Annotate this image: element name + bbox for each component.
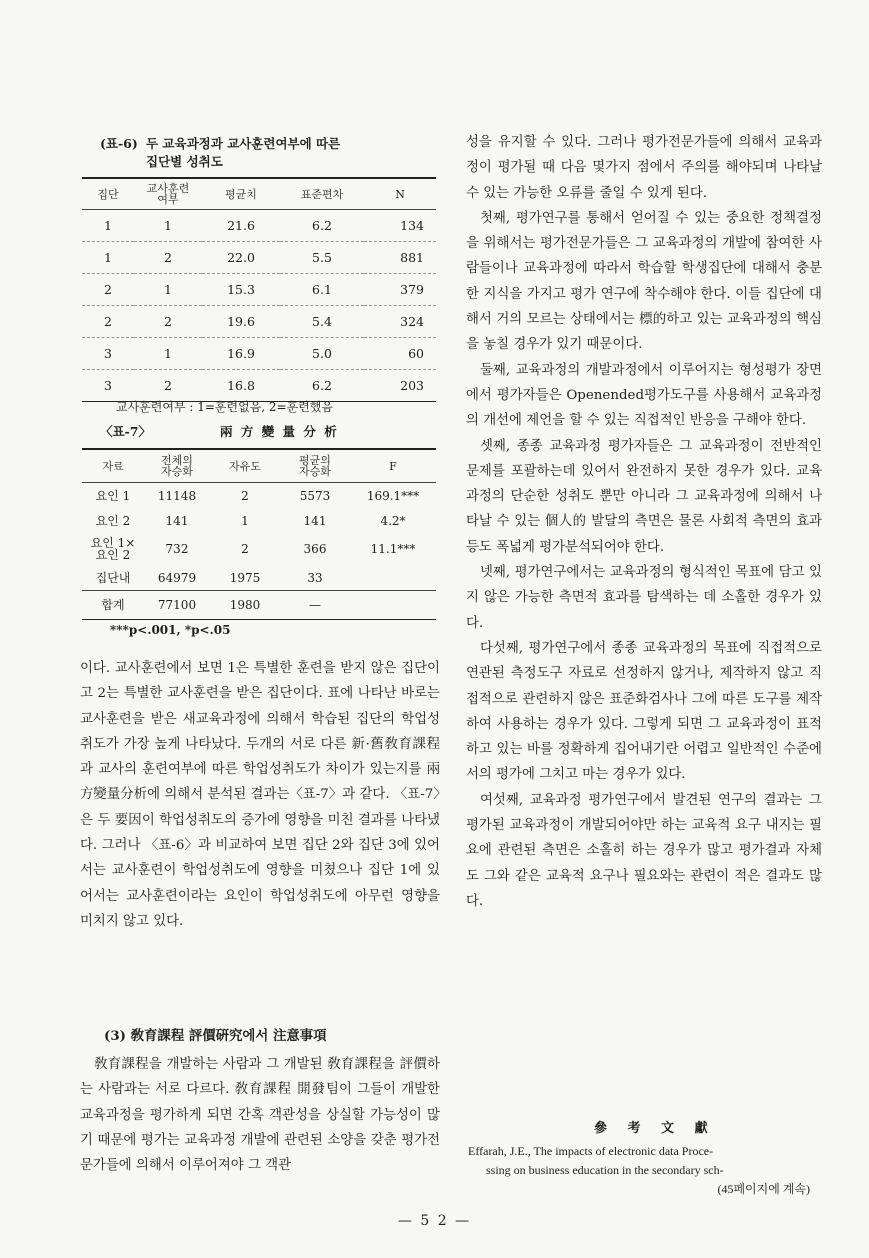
table-cell: 881 — [364, 242, 436, 274]
table-cell: 1975 — [229, 570, 261, 585]
table6-header: 교사훈련 여부 — [134, 178, 202, 210]
table-cell: 2 — [241, 542, 249, 556]
table-cell: 169.1*** — [366, 488, 420, 503]
table-cell: 19.6 — [202, 306, 280, 338]
table-cell: 1 — [134, 338, 202, 370]
table-cell: 5.0 — [280, 338, 364, 370]
table-cell: 22.0 — [202, 242, 280, 274]
paragraph: 첫째, 평가연구를 통해서 얻어질 수 있는 중요한 정책결정을 위해서는 평가전문가들은 그 교육과정의 개발에 참여한 사람들이나 교육과정에 따라서 학습할 학생집단에 대해서 충분한 지식을 가지고 평가 연구에 착수해야 한다. 이들 집단에 대해서 거의 모르는 상태에서는 標的하고 있는 교육과정의 핵심을 놓칠 경우가 있기 때문이다. — [466, 210, 822, 353]
table-cell: 1980 — [210, 591, 280, 620]
table7-header: 자유도 — [210, 449, 280, 483]
table-row — [82, 242, 436, 274]
table-cell: 요인 1× 요인 2 — [90, 536, 136, 562]
table7-caption — [100, 423, 440, 441]
table-cell — [350, 565, 436, 591]
table-row-total — [82, 591, 436, 620]
table-cell: 1 — [82, 210, 134, 242]
table6-note: 교사훈련여부 : 1=훈련없음, 2=훈련했음 — [116, 400, 333, 414]
table-cell: 134 — [364, 210, 436, 242]
reference-line: ssing on business education in the secondary sch- — [486, 1163, 724, 1177]
table-cell: 3 — [82, 338, 134, 370]
table-row — [82, 533, 436, 565]
references-title: 參 考 文 獻 — [594, 1121, 716, 1136]
reference-continued: (45페이지에 계속) — [717, 1182, 810, 1196]
table-cell: 21.6 — [202, 210, 280, 242]
table-cell: 3 — [104, 378, 112, 393]
table6-header: 표준편차 — [280, 178, 364, 210]
table-cell: 77100 — [144, 591, 210, 620]
table-cell: 2 — [82, 306, 134, 338]
table-cell: 1 — [241, 513, 249, 528]
table-cell: 5.4 — [280, 306, 364, 338]
table-cell: 141 — [303, 513, 327, 528]
table-cell: 379 — [364, 274, 436, 306]
table-cell: 16.8 — [227, 378, 255, 393]
table-cell: 11.1*** — [370, 542, 416, 556]
reference-entry — [468, 1142, 824, 1199]
table-cell: 2 — [241, 488, 249, 503]
table-cell: 합계 — [82, 591, 144, 620]
table-cell: 1 — [82, 242, 134, 274]
paragraph: 이다. 교사훈련에서 보면 1은 특별한 훈련을 받지 않은 집단이고 2는 특별한 교사훈련을 받은 집단이다. 표에 나타난 바로는 교사훈련을 받은 새교육과정에 의해서 학습된 집단의 학업성취도가 가장 높게 나타났다. 두개의 서로 다른 新·舊敎育課程과 교사의 훈련여부에 따른 학업성취도가 차이가 있는지를 兩方變量分析에 의해서 분석된 결과는〈표-7〉과 같다. 〈표-7〉은 두 要因이 학업성취도의 증가에 영향을 미친 결과를 나타냈다. 그러나 〈표-6〉과 비교하여 보면 집단 2와 집단 3에 있어서는 교사훈련이 학업성취도에 영향을 미쳤으나 집단 1에 있어서는 교사훈련이라는 요인이 학업성취도에 아무런 영향을 미치지 않고 있다. — [80, 661, 440, 929]
table7-header-row — [82, 449, 436, 483]
paragraph: 성을 유지할 수 있다. 그러나 평가전문가들에 의해서 교육과정이 평가될 때 다음 몇가지 점에서 주의를 해야되며 나타날 수 있는 가능한 오류를 줄일 수 있게 된다. — [466, 135, 822, 201]
table-cell — [350, 591, 436, 620]
paragraph: 敎育課程을 개발하는 사람과 그 개발된 敎育課程을 評價하는 사람과는 서로 다르다. 敎育課程 開發팀이 그들이 개발한 교육과정을 평가하게 되면 간혹 객관성을 상실할 가능성이 많기 때문에 평가는 교육과정 개발에 관련된 소양을 갖춘 평가전문가들에 의해서 이루어져야 그 객관 — [80, 1057, 440, 1174]
table7-note: ***p<.001, *p<.05 — [110, 623, 231, 637]
table-cell: 집단내 — [95, 570, 131, 585]
table-row — [82, 210, 436, 242]
table-row — [82, 306, 436, 338]
paragraph: 셋째, 종종 교육과정 평가자들은 그 교육과정이 전반적인 문제를 포괄하는데 있어서 완전하지 못한 경우가 있다. 교육과정의 단순한 성취도 뿐만 아니라 그 교육과정에 의해서 나타날 수 있는 個人的 발달의 측면은 물론 사회적 측면의 효과 등도 폭넓게 평가분석되어야 한다. — [466, 438, 822, 555]
left-body-text-2 — [80, 1052, 440, 1178]
table7-label: 〈표-7〉 — [100, 424, 151, 439]
table6-caption — [100, 135, 340, 171]
section-heading: (3) 敎育課程 評價硏究에서 注意事項 — [104, 1028, 327, 1044]
table7-header: 자료 — [82, 449, 144, 483]
paragraph: 여섯째, 교육과정 평가연구에서 발견된 연구의 결과는 그 평가된 교육과정이 개발되어야만 하는 교육적 요구 내지는 필요에 관련된 측면은 소홀히 하는 경우가 많고 평가결과 자체도 그와 같은 교육적 요구나 필요와는 관련이 적은 결과도 많다. — [466, 792, 822, 909]
table-row — [82, 565, 436, 591]
table-cell: 324 — [364, 306, 436, 338]
table-cell: 2 — [134, 242, 202, 274]
reference-line: Effarah, J.E., The impacts of electronic data Proce- — [468, 1144, 714, 1158]
table-row — [82, 370, 436, 402]
right-body-text — [466, 130, 822, 914]
table-cell: 2 — [164, 378, 172, 393]
table-cell: 60 — [364, 338, 436, 370]
paragraph: 둘째, 교육과정의 개발과정에서 이루어지는 형성평가 장면에서 평가자들은 Openended평가도구를 사용해서 교육과정의 개선에 제언을 할 수 있는 직접적인 반응을 구해야 한다. — [466, 362, 822, 429]
table-cell: 4.2* — [380, 513, 406, 528]
table-cell: 5.5 — [280, 242, 364, 274]
table-cell: 1 — [134, 210, 202, 242]
table-cell: 6.2 — [312, 378, 332, 393]
table-cell: 15.3 — [202, 274, 280, 306]
table7-title: 兩 方 變 量 分 析 — [220, 424, 339, 439]
table-cell: — — [280, 591, 350, 620]
table-cell: 16.9 — [202, 338, 280, 370]
table6-label: (표-6) — [100, 136, 138, 151]
table-cell: 2 — [134, 306, 202, 338]
table-cell: 141 — [165, 513, 189, 528]
table6-header: N — [364, 178, 436, 210]
table-cell: 5573 — [299, 488, 331, 503]
table6-header-row — [82, 178, 436, 210]
table-cell: 요인 1 — [95, 488, 131, 503]
table6-header: 집단 — [82, 178, 134, 210]
table-cell: 6.1 — [280, 274, 364, 306]
table6-title-line1: 두 교육과정과 교사훈련여부에 따른 — [146, 136, 341, 151]
table-row — [82, 338, 436, 370]
left-body-text — [80, 656, 440, 934]
table-cell: 203 — [400, 378, 424, 393]
table-row — [82, 483, 436, 509]
page-number: — 5 2 — — [397, 1213, 472, 1229]
paragraph: 넷째, 평가연구에서는 교육과정의 형식적인 목표에 담고 있지 않은 가능한 측면적 효과를 탐색하는 데 소홀한 경우가 있다. — [466, 565, 822, 631]
table7 — [82, 448, 436, 620]
table7-header: F — [350, 449, 436, 483]
table-cell: 732 — [165, 542, 189, 556]
table-row — [82, 274, 436, 306]
table6 — [82, 177, 436, 402]
table-cell: 6.2 — [280, 210, 364, 242]
table-row — [82, 508, 436, 533]
table-cell: 요인 2 — [95, 513, 131, 528]
table-cell: 2 — [82, 274, 134, 306]
table7-header: 전체의 자승화 — [144, 449, 210, 483]
table-cell: 1 — [134, 274, 202, 306]
table-cell: 33 — [307, 570, 323, 585]
table7-header: 평균의 자승화 — [280, 449, 350, 483]
table-cell: 366 — [303, 542, 327, 556]
paragraph: 다섯째, 평가연구에서 종종 교육과정의 목표에 직접적으로 연관된 측정도구 자료로 선정하지 않거나, 제작하지 않고 직접적으로 관련하지 않은 표준화검사나 그에 따른 도구를 제작하여 사용하는 경우가 있다. 그렇게 되면 그 교육과정이 표적하고 있는 바를 정확하게 집어내기란 어렵고 일반적인 수준에서의 평가에 그치고 마는 경우가 있다. — [466, 640, 822, 783]
table6-title-line2: 집단별 성취도 — [146, 154, 223, 169]
table6-header: 평균치 — [202, 178, 280, 210]
table-cell: 11148 — [157, 488, 197, 503]
table-cell: 64979 — [157, 570, 197, 585]
